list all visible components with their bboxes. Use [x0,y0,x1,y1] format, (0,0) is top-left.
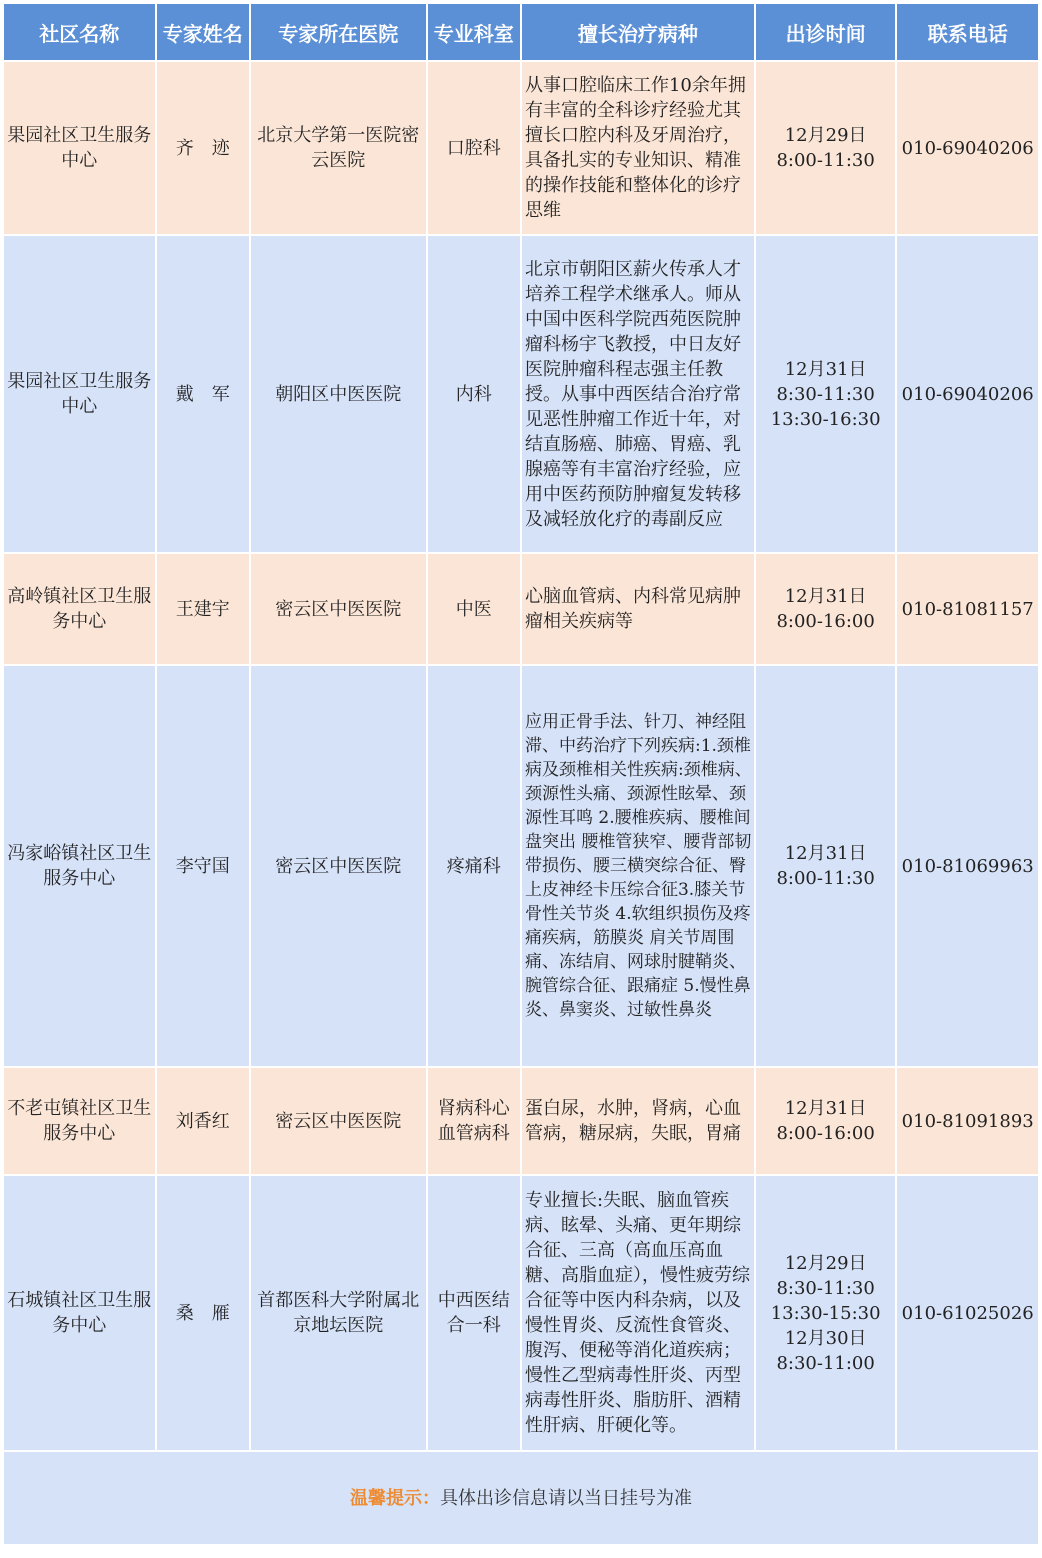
clinic-schedule-table [2,2,1040,1546]
phone-cell: 010-81069963 [897,666,1038,1066]
expert-cell: 齐 迹 [157,62,249,234]
hospital-cell: 密云区中医医院 [251,666,426,1066]
department-cell: 中医 [428,554,520,664]
header-expert: 专家姓名 [157,4,249,60]
specialty-cell: 应用正骨手法、针刀、神经阻滞、中药治疗下列疾病:1.颈椎病及颈椎相关性疾病:颈椎病、颈源性头痛、颈源性眩晕、颈源性耳鸣 2.腰椎疾病、腰椎间盘突出 腰椎管狭窄、腰背部韧带损伤、腰三横突综合征、臀上皮神经卡压综合征3.膝关节骨性关节炎 4.软组织损伤及疼痛疾病，筋膜炎 肩关节周围痛、冻结肩、网球肘腱鞘炎、腕管综合征、跟痛症 5.慢性鼻炎、鼻窦炎、过敏性鼻炎 [522,666,754,1066]
hospital-cell: 北京大学第一医院密云医院 [251,62,426,234]
department-cell: 内科 [428,236,520,552]
hospital-cell: 密云区中医医院 [251,1068,426,1174]
header-department: 专业科室 [428,4,520,60]
department-cell: 肾病科心血管病科 [428,1068,520,1174]
community-cell: 冯家峪镇社区卫生服务中心 [4,666,155,1066]
hospital-cell: 朝阳区中医医院 [251,236,426,552]
expert-cell: 桑 雁 [157,1176,249,1450]
header-row [4,4,1038,60]
specialty-cell: 从事口腔临床工作10余年拥有丰富的全科诊疗经验尤其擅长口腔内科及牙周治疗，具备扎实的专业知识、精准的操作技能和整体化的诊疗思维 [522,62,754,234]
hospital-cell: 首都医科大学附属北京地坛医院 [251,1176,426,1450]
department-cell: 口腔科 [428,62,520,234]
specialty-cell: 心脑血管病、内科常见病肿瘤相关疾病等 [522,554,754,664]
header-specialty: 擅长治疗病种 [522,4,754,60]
phone-cell: 010-81091893 [897,1068,1038,1174]
notice-label: 温馨提示： [350,1487,440,1509]
header-hospital: 专家所在医院 [251,4,426,60]
specialty-cell: 专业擅长:失眠、脑血管疾病、眩晕、头痛、更年期综合征、三高（高血压高血糖、高脂血症），慢性疲劳综合征等中医内科杂病，以及慢性胃炎、反流性食管炎、腹泻、便秘等消化道疾病；慢性乙型病毒性肝炎、丙型病毒性肝炎、脂肪肝、酒精性肝病、肝硬化等。 [522,1176,754,1450]
community-cell: 果园社区卫生服务中心 [4,236,155,552]
time-cell: 12月31日 8:00-11:30 [756,666,896,1066]
community-cell: 石城镇社区卫生服务中心 [4,1176,155,1450]
time-cell: 12月29日 8:30-11:30 13:30-15:30 12月30日 8:30-11:00 [756,1176,896,1450]
table-row [4,554,1038,664]
community-cell: 不老屯镇社区卫生服务中心 [4,1068,155,1174]
hospital-cell: 密云区中医医院 [251,554,426,664]
time-cell: 12月31日 8:30-11:30 13:30-16:30 [756,236,896,552]
time-cell: 12月31日 8:00-16:00 [756,1068,896,1174]
table-row [4,62,1038,234]
phone-cell: 010-81081157 [897,554,1038,664]
table-row [4,1176,1038,1450]
expert-cell: 李守国 [157,666,249,1066]
table-row [4,666,1038,1066]
table-row [4,1068,1038,1174]
department-cell: 中西医结合一科 [428,1176,520,1450]
expert-cell: 戴 军 [157,236,249,552]
expert-cell: 刘香红 [157,1068,249,1174]
phone-cell: 010-69040206 [897,62,1038,234]
specialty-cell: 北京市朝阳区薪火传承人才培养工程学术继承人。师从中国中医科学院西苑医院肿瘤科杨宇飞教授，中日友好医院肿瘤科程志强主任教授。从事中西医结合治疗常见恶性肿瘤工作近十年，对结直肠癌、肺癌、胃癌、乳腺癌等有丰富治疗经验，应用中医药预防肿瘤复发转移及减轻放化疗的毒副反应 [522,236,754,552]
community-cell: 高岭镇社区卫生服务中心 [4,554,155,664]
notice-cell [4,1452,1038,1544]
header-time: 出诊时间 [756,4,896,60]
expert-cell: 王建宇 [157,554,249,664]
specialty-cell: 蛋白尿，水肿，肾病，心血管病，糖尿病，失眠，胃痛 [522,1068,754,1174]
notice-row [4,1452,1038,1544]
header-phone: 联系电话 [897,4,1038,60]
time-cell: 12月29日 8:00-11:30 [756,62,896,234]
header-community: 社区名称 [4,4,155,60]
phone-cell: 010-61025026 [897,1176,1038,1450]
phone-cell: 010-69040206 [897,236,1038,552]
community-cell: 果园社区卫生服务中心 [4,62,155,234]
department-cell: 疼痛科 [428,666,520,1066]
table-row [4,236,1038,552]
time-cell: 12月31日 8:00-16:00 [756,554,896,664]
notice-text: 具体出诊信息请以当日挂号为准 [440,1487,692,1509]
